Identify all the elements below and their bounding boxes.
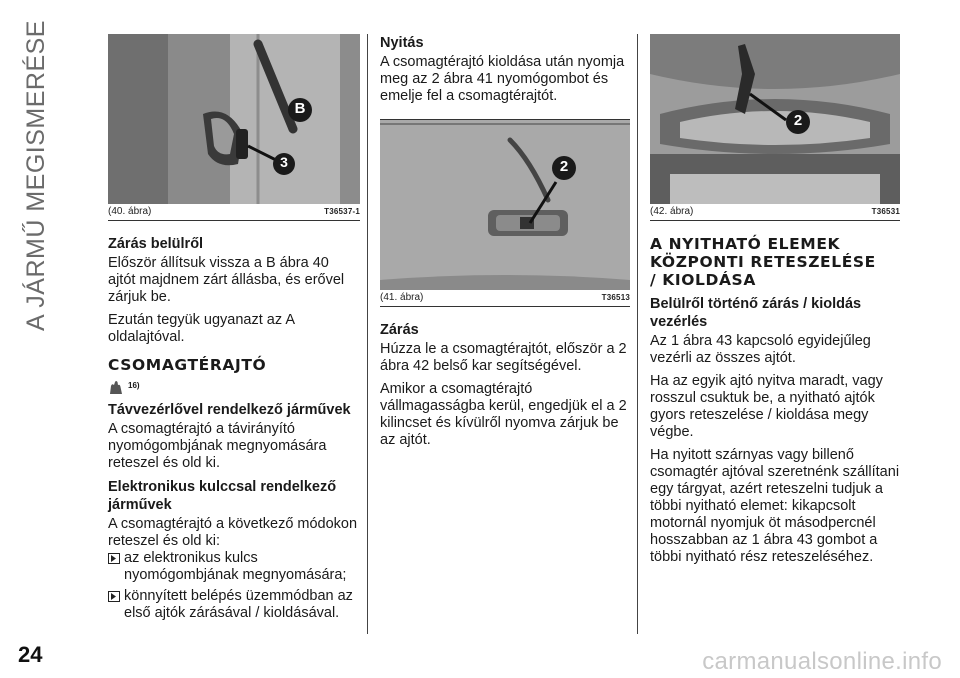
figure-41-code: T36513 [601,293,630,302]
section-title-closing: Zárás [380,322,419,338]
paragraph-central-1: Az 1 ábra 43 kapcsoló egyidejűleg vezérli az összes ajtót. [650,333,871,366]
paragraph-remote: A csomagtérajtó a távirányító nyomógombjának megnyomására reteszel és old ki. [108,421,327,471]
paragraph-central-2: Ha az egyik ajtó nyitva maradt, vagy rosszul csuktuk be, a nyitható ajtók gyors reteszelése / kioldása megy végbe. [650,373,883,440]
warning-hand-icon [108,380,124,395]
figure-40-caption-text: (40. ábra) [108,206,152,217]
section-title-remote: Távvezérlővel rendelkező járművek [108,402,351,418]
figure-42 [650,34,900,221]
figure-40-label-3: 3 [280,154,288,170]
column-3 [650,34,900,572]
figure-42-caption-text: (42. ábra) [650,206,694,217]
bullet-item-1: az elektronikus kulcs nyomógombjának megnyomására; [108,550,360,584]
figure-42-caption [650,204,900,221]
heading-central-locking: A NYITHATÓ ELEMEK KÖZPONTI RETESZELÉSE / KIOLDÁSA [650,235,876,289]
column-1 [108,34,360,622]
paragraph-closing-2: Amikor a csomagtérajtó vállmagasságba kerül, engedjük el a 2 kilincset és kívülről nyomva zárjuk be az ajtót. [380,381,627,448]
paragraph-closing-1: Húzza le a csomagtérajtót, először a 2 ábra 42 belső kar segítségével. [380,341,627,374]
warning-row [108,380,360,395]
bullet-item-2: könnyített belépés üzemmódban az első ajtók zárásával / kioldásával. [108,588,360,622]
figure-42-image [650,34,900,204]
figure-41-image [380,120,630,290]
paragraph-opening: A csomagtérajtó kioldása után nyomja meg az 2 ábra 41 nyomógombot és emelje fel a csomagtérajtót. [380,54,625,104]
figure-40-label-b: B [294,100,306,117]
heading-csomagterajto: CSOMAGTÉRAJTÓ [108,356,267,374]
figure-40-code: T36537-1 [324,207,360,216]
figure-40-image [108,34,360,204]
paragraph-central-3: Ha nyitott szárnyas vagy billenő csomagtér ajtóval szeretnénk szállítani egy tárgyat, azért reteszelni tudjuk a többi nyitható elemet: kikapcsolt motornál nyomjuk öt másodpercnél hosszabban az 1 ábra 43 gombot a többi nyitható rész reteszeléséhez. [650,447,900,565]
figure-40-caption [108,204,360,221]
paragraph-closing-inside-1: Először állítsuk vissza a B ábra 40 ajtót majdnem zárt állásba, és erővel zárjuk be. [108,255,345,305]
paragraph-closing-inside-2: Ezután tegyük ugyanazt az A oldalajtóval. [108,312,295,345]
bullet-arrow-icon [108,553,120,564]
figure-42-label-2: 2 [793,112,803,129]
warning-reference: 16) [128,381,140,390]
paragraph-electronic-key: A csomagtérajtó a következő módokon reteszel és old ki: [108,516,358,549]
column-2 [380,34,630,455]
column-divider-1 [367,34,368,634]
side-chapter-title: A JÁRMŰ MEGISMERÉSE [21,20,50,331]
figure-42-code: T36531 [871,207,900,216]
bullet-arrow-icon [108,591,120,602]
figure-41 [380,119,630,307]
watermark: carmanualsonline.info [702,648,942,675]
column-divider-2 [637,34,638,634]
figure-41-caption-text: (41. ábra) [380,292,424,303]
page-number: 24 [18,642,43,667]
figure-40 [108,34,360,221]
figure-41-label-2: 2 [559,158,569,175]
section-title-closing-inside: Zárás belülről [108,236,204,252]
section-title-opening: Nyitás [380,35,424,51]
section-title-electronic-key: Elektronikus kulccsal rendelkező járművek [108,479,337,513]
figure-41-caption [380,290,630,307]
section-title-inside-control: Belülről történő zárás / kioldás vezérlés [650,296,862,330]
